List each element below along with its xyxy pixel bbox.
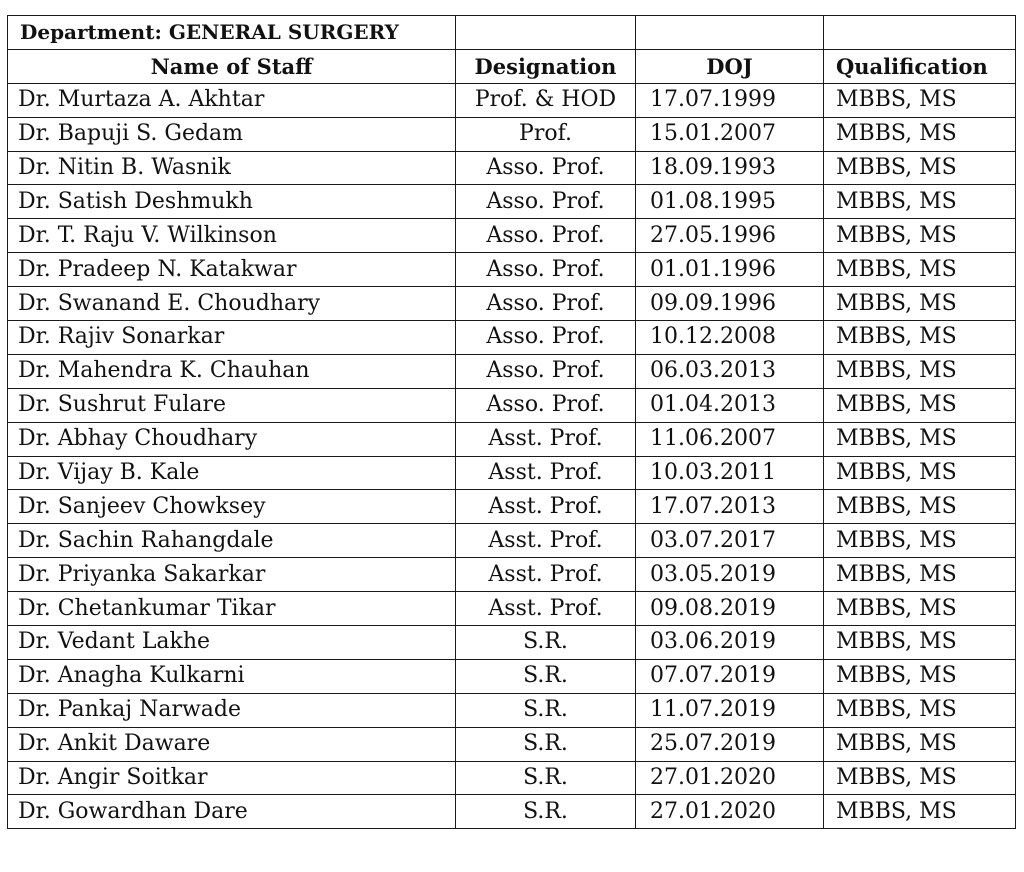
cell-name: Dr. Abhay Choudhary: [8, 422, 456, 456]
table-row: [8, 219, 1016, 253]
cell-doj: 15.01.2007: [636, 117, 824, 151]
cell-name: Dr. Swanand E. Choudhary: [8, 287, 456, 321]
table-row: [8, 321, 1016, 355]
cell-designation: Prof. & HOD: [456, 83, 636, 117]
cell-designation: Asst. Prof.: [456, 558, 636, 592]
header-name: Name of Staff: [8, 49, 456, 83]
cell-doj: 03.07.2017: [636, 524, 824, 558]
header-doj: DOJ: [636, 49, 824, 83]
cell-designation: S.R.: [456, 659, 636, 693]
cell-designation: S.R.: [456, 626, 636, 660]
cell-name: Dr. Angir Soitkar: [8, 761, 456, 795]
cell-qualification: MBBS, MS: [824, 592, 1016, 626]
table-row: [8, 592, 1016, 626]
cell-doj: 17.07.2013: [636, 490, 824, 524]
staff-table-container: [7, 15, 1016, 829]
cell-designation: S.R.: [456, 727, 636, 761]
staff-table-body: [8, 16, 1016, 829]
table-row: [8, 422, 1016, 456]
table-row: [8, 287, 1016, 321]
table-row: [8, 524, 1016, 558]
cell-qualification: MBBS, MS: [824, 761, 1016, 795]
cell-qualification: MBBS, MS: [824, 727, 1016, 761]
table-row: [8, 693, 1016, 727]
cell-doj: 27.01.2020: [636, 795, 824, 829]
cell-doj: 09.09.1996: [636, 287, 824, 321]
table-row: [8, 626, 1016, 660]
cell-name: Dr. Bapuji S. Gedam: [8, 117, 456, 151]
cell-qualification: MBBS, MS: [824, 253, 1016, 287]
empty-cell: [636, 16, 824, 50]
cell-name: Dr. Nitin B. Wasnik: [8, 151, 456, 185]
department-label: Department:: [20, 20, 162, 45]
cell-qualification: MBBS, MS: [824, 456, 1016, 490]
cell-qualification: MBBS, MS: [824, 287, 1016, 321]
cell-doj: 10.03.2011: [636, 456, 824, 490]
cell-designation: Asso. Prof.: [456, 253, 636, 287]
cell-doj: 01.01.1996: [636, 253, 824, 287]
table-row: [8, 354, 1016, 388]
cell-qualification: MBBS, MS: [824, 151, 1016, 185]
cell-designation: Asst. Prof.: [456, 490, 636, 524]
cell-qualification: MBBS, MS: [824, 83, 1016, 117]
cell-doj: 03.05.2019: [636, 558, 824, 592]
cell-name: Dr. Sachin Rahangdale: [8, 524, 456, 558]
cell-name: Dr. Vijay B. Kale: [8, 456, 456, 490]
cell-doj: 11.07.2019: [636, 693, 824, 727]
cell-doj: 27.05.1996: [636, 219, 824, 253]
cell-designation: S.R.: [456, 761, 636, 795]
cell-name: Dr. Vedant Lakhe: [8, 626, 456, 660]
cell-doj: 10.12.2008: [636, 321, 824, 355]
department-row: [8, 16, 1016, 50]
cell-designation: Asso. Prof.: [456, 185, 636, 219]
cell-name: Dr. Gowardhan Dare: [8, 795, 456, 829]
cell-doj: 17.07.1999: [636, 83, 824, 117]
cell-name: Dr. Pradeep N. Katakwar: [8, 253, 456, 287]
cell-doj: 03.06.2019: [636, 626, 824, 660]
cell-doj: 25.07.2019: [636, 727, 824, 761]
cell-doj: 01.08.1995: [636, 185, 824, 219]
cell-qualification: MBBS, MS: [824, 219, 1016, 253]
header-row: [8, 49, 1016, 83]
cell-name: Dr. Rajiv Sonarkar: [8, 321, 456, 355]
cell-designation: Asst. Prof.: [456, 592, 636, 626]
cell-qualification: MBBS, MS: [824, 117, 1016, 151]
cell-name: Dr. Mahendra K. Chauhan: [8, 354, 456, 388]
department-cell: [8, 16, 456, 50]
cell-name: Dr. Sushrut Fulare: [8, 388, 456, 422]
cell-name: Dr. Satish Deshmukh: [8, 185, 456, 219]
header-designation: Designation: [456, 49, 636, 83]
cell-designation: S.R.: [456, 795, 636, 829]
cell-designation: Asst. Prof.: [456, 524, 636, 558]
table-row: [8, 253, 1016, 287]
cell-name: Dr. Ankit Daware: [8, 727, 456, 761]
cell-designation: S.R.: [456, 693, 636, 727]
table-row: [8, 558, 1016, 592]
cell-qualification: MBBS, MS: [824, 524, 1016, 558]
cell-qualification: MBBS, MS: [824, 321, 1016, 355]
empty-cell: [824, 16, 1016, 50]
cell-designation: Prof.: [456, 117, 636, 151]
staff-table: [7, 15, 1016, 829]
cell-designation: Asso. Prof.: [456, 151, 636, 185]
table-row: [8, 388, 1016, 422]
cell-designation: Asst. Prof.: [456, 456, 636, 490]
table-row: [8, 83, 1016, 117]
table-row: [8, 185, 1016, 219]
cell-qualification: MBBS, MS: [824, 388, 1016, 422]
table-row: [8, 490, 1016, 524]
cell-designation: Asst. Prof.: [456, 422, 636, 456]
cell-doj: 27.01.2020: [636, 761, 824, 795]
table-row: [8, 456, 1016, 490]
header-qualification: Qualification: [824, 49, 1016, 83]
cell-designation: Asso. Prof.: [456, 321, 636, 355]
table-row: [8, 795, 1016, 829]
cell-name: Dr. Priyanka Sakarkar: [8, 558, 456, 592]
cell-designation: Asso. Prof.: [456, 219, 636, 253]
cell-doj: 06.03.2013: [636, 354, 824, 388]
cell-qualification: MBBS, MS: [824, 354, 1016, 388]
cell-doj: 18.09.1993: [636, 151, 824, 185]
cell-name: Dr. Chetankumar Tikar: [8, 592, 456, 626]
cell-qualification: MBBS, MS: [824, 422, 1016, 456]
cell-qualification: MBBS, MS: [824, 185, 1016, 219]
cell-designation: Asso. Prof.: [456, 354, 636, 388]
cell-name: Dr. T. Raju V. Wilkinson: [8, 219, 456, 253]
cell-qualification: MBBS, MS: [824, 795, 1016, 829]
empty-cell: [456, 16, 636, 50]
table-row: [8, 151, 1016, 185]
cell-doj: 07.07.2019: [636, 659, 824, 693]
cell-qualification: MBBS, MS: [824, 659, 1016, 693]
cell-doj: 11.06.2007: [636, 422, 824, 456]
cell-designation: Asso. Prof.: [456, 388, 636, 422]
cell-designation: Asso. Prof.: [456, 287, 636, 321]
cell-qualification: MBBS, MS: [824, 693, 1016, 727]
cell-doj: 09.08.2019: [636, 592, 824, 626]
cell-qualification: MBBS, MS: [824, 626, 1016, 660]
department-name: GENERAL SURGERY: [168, 20, 399, 45]
table-row: [8, 727, 1016, 761]
cell-name: Dr. Anagha Kulkarni: [8, 659, 456, 693]
cell-name: Dr. Sanjeev Chowksey: [8, 490, 456, 524]
cell-qualification: MBBS, MS: [824, 490, 1016, 524]
cell-name: Dr. Murtaza A. Akhtar: [8, 83, 456, 117]
table-row: [8, 117, 1016, 151]
cell-name: Dr. Pankaj Narwade: [8, 693, 456, 727]
table-row: [8, 659, 1016, 693]
cell-qualification: MBBS, MS: [824, 558, 1016, 592]
cell-doj: 01.04.2013: [636, 388, 824, 422]
table-row: [8, 761, 1016, 795]
